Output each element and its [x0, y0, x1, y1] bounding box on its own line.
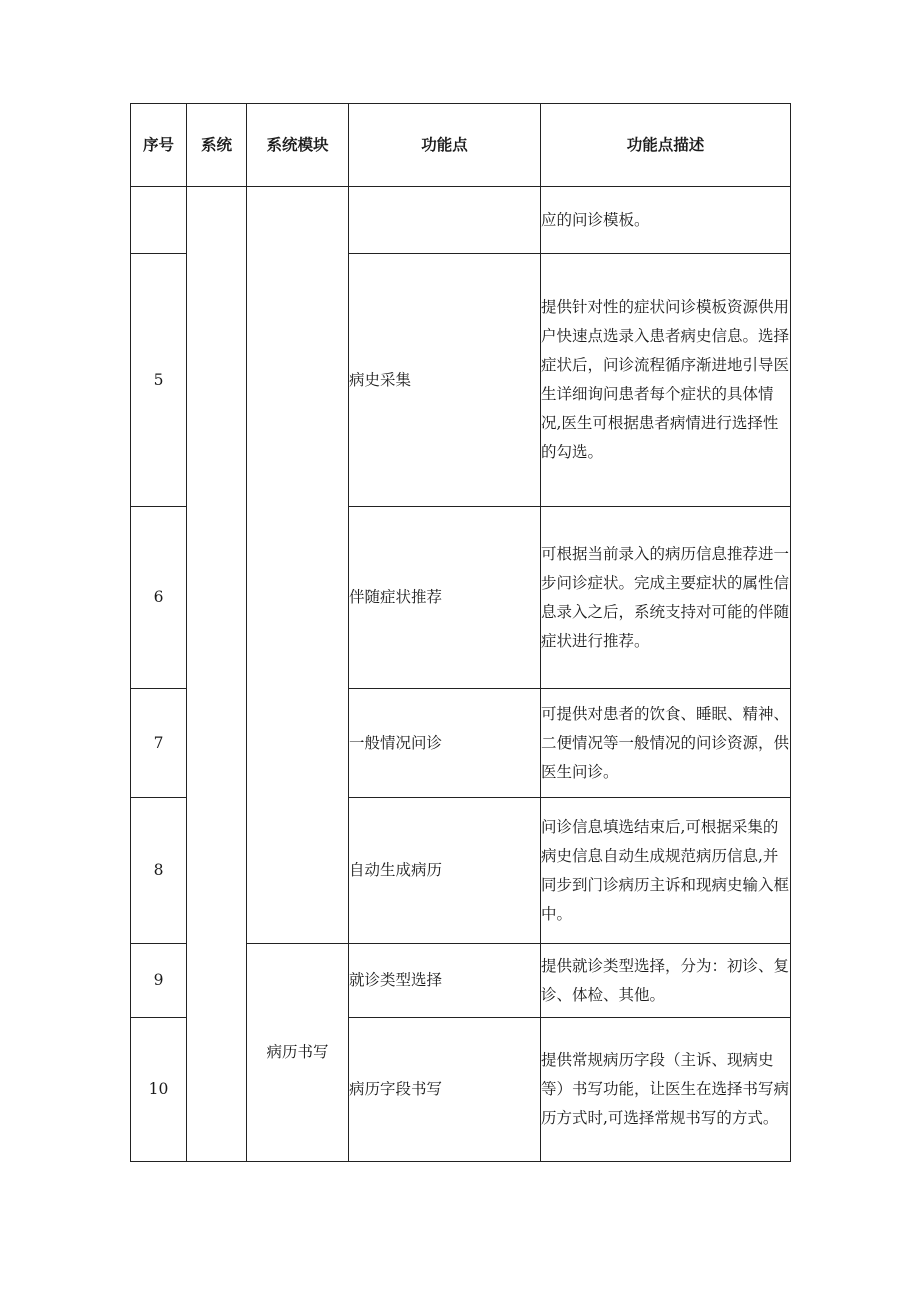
header-no: 序号	[131, 104, 187, 187]
row-no: 8	[131, 798, 187, 944]
row-description: 可提供对患者的饮食、睡眠、精神、二便情况等一般情况的问诊资源，供医生问诊。	[541, 689, 791, 798]
row-feature: 病史采集	[349, 254, 541, 507]
row-no: 6	[131, 507, 187, 689]
table-row	[131, 187, 791, 254]
row-no	[131, 187, 187, 254]
spec-table	[130, 103, 791, 1162]
row-no: 10	[131, 1018, 187, 1162]
row-feature: 伴随症状推荐	[349, 507, 541, 689]
module-cell	[247, 187, 349, 944]
row-no: 9	[131, 944, 187, 1018]
header-module: 系统模块	[247, 104, 349, 187]
row-description: 应的问诊模板。	[541, 187, 791, 254]
row-description: 提供针对性的症状问诊模板资源供用户快速点选录入患者病史信息。选择症状后，问诊流程循序渐进地引导医生详细询问患者每个症状的具体情况,医生可根据患者病情进行选择性的勾选。	[541, 254, 791, 507]
row-feature: 一般情况问诊	[349, 689, 541, 798]
row-description: 提供就诊类型选择，分为：初诊、复诊、体检、其他。	[541, 944, 791, 1018]
row-feature: 自动生成病历	[349, 798, 541, 944]
row-feature: 就诊类型选择	[349, 944, 541, 1018]
system-cell	[187, 187, 247, 1162]
row-description: 可根据当前录入的病历信息推荐进一步问诊症状。完成主要症状的属性信息录入之后，系统支持对可能的伴随症状进行推荐。	[541, 507, 791, 689]
header-feature: 功能点	[349, 104, 541, 187]
header-description: 功能点描述	[541, 104, 791, 187]
row-no: 7	[131, 689, 187, 798]
header-row	[131, 104, 791, 187]
row-feature: 病历字段书写	[349, 1018, 541, 1162]
header-system: 系统	[187, 104, 247, 187]
row-feature	[349, 187, 541, 254]
row-description: 提供常规病历字段（主诉、现病史等）书写功能，让医生在选择书写病历方式时,可选择常规书写的方式。	[541, 1018, 791, 1162]
row-description: 问诊信息填选结束后,可根据采集的病史信息自动生成规范病历信息,并同步到门诊病历主诉和现病史输入框中。	[541, 798, 791, 944]
module-group-cell: 病历书写	[247, 944, 349, 1162]
row-no: 5	[131, 254, 187, 507]
